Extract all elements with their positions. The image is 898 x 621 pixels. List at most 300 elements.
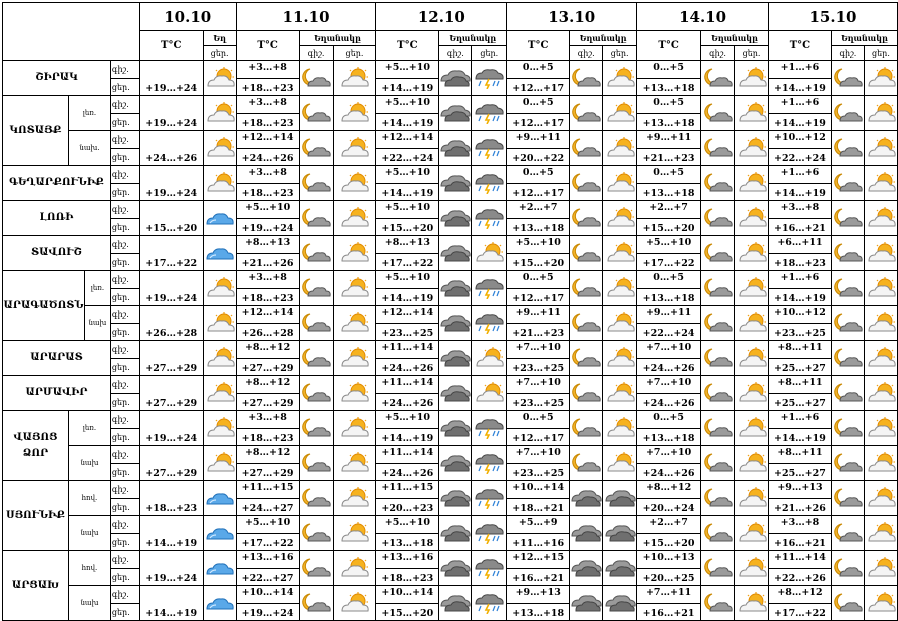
temp-night-cell: +9…+13 [507, 586, 570, 604]
temp-day-cell: +24…+26 [637, 394, 701, 411]
sun-cloud-icon [603, 271, 637, 306]
cloud-icon [439, 586, 472, 621]
subregion-label: հով. [68, 481, 110, 516]
temp-night-cell: +12…+14 [376, 306, 439, 324]
day-label: ցեր. [110, 464, 139, 481]
night-header: գիշ. [570, 46, 603, 61]
temp-day-cell: +13…+18 [637, 79, 701, 96]
temp-night-cell: +8…+12 [769, 586, 832, 604]
moon-cloud-icon [831, 201, 864, 236]
sun-cloud-icon [333, 96, 376, 131]
region-name: ԱՐՄԱՎԻՐ [3, 376, 111, 411]
temp-header: T°C [139, 31, 203, 61]
temp-day-cell: +14…+19 [769, 289, 832, 306]
sun-cloud-icon [864, 516, 897, 551]
cloud-icon [570, 586, 603, 621]
cloud-icon [439, 376, 472, 411]
temp-night-cell: +11…+15 [236, 481, 299, 499]
temp-day-cell: +20…+23 [376, 499, 439, 516]
temp-night-cell: 0…+5 [507, 61, 570, 79]
night-label: գիշ. [110, 131, 139, 149]
day-header: ցեր. [333, 46, 376, 61]
temp-night-cell: +3…+8 [236, 271, 299, 289]
temp-night-cell: +12…+14 [236, 306, 299, 324]
moon-cloud-icon [299, 446, 333, 481]
day-label: ցեր. [110, 324, 139, 341]
sun-cloud-icon [864, 201, 897, 236]
cloud-icon [439, 201, 472, 236]
temp-day-cell: +22…+24 [769, 149, 832, 166]
moon-cloud-icon [299, 376, 333, 411]
region-name: ԿՈՏԱՅՔ [3, 96, 69, 166]
moon-cloud-icon [701, 271, 735, 306]
temp-night-cell: 0…+5 [507, 271, 570, 289]
moon-cloud-icon [299, 586, 333, 621]
cloud-icon [439, 306, 472, 341]
moon-cloud-icon [570, 306, 603, 341]
temp-night-cell: +8…+12 [236, 446, 299, 464]
temp-cell: +15…+20 [139, 201, 203, 236]
weather-header: Եղ [203, 31, 236, 46]
cloud-icon [439, 166, 472, 201]
sun-cloud-icon [203, 341, 236, 376]
sun-cloud-icon [333, 236, 376, 271]
region-name: ՏԱՎՈՒՇ [3, 236, 111, 271]
temp-night-cell: +5…+10 [376, 271, 439, 289]
temp-day-cell: +20…+22 [507, 149, 570, 166]
temp-night-cell: +7…+10 [637, 341, 701, 359]
sun-cloud-icon [864, 341, 897, 376]
temp-day-cell: +22…+24 [376, 149, 439, 166]
moon-cloud-icon [570, 201, 603, 236]
temp-night-cell: 0…+5 [637, 271, 701, 289]
temp-day-cell: +24…+26 [376, 359, 439, 376]
temp-night-cell: +8…+12 [637, 481, 701, 499]
moon-cloud-icon [299, 516, 333, 551]
moon-cloud-icon [299, 481, 333, 516]
sun-cloud-icon [864, 306, 897, 341]
temp-day-cell: +15…+20 [507, 254, 570, 271]
sun-cloud-icon [864, 61, 897, 96]
storm-icon [472, 61, 507, 96]
day-label: ցեր. [110, 219, 139, 236]
moon-cloud-icon [299, 341, 333, 376]
day-header: ցեր. [203, 46, 236, 61]
cloud-icon [570, 481, 603, 516]
sun-cloud-icon [864, 481, 897, 516]
temp-day-cell: +20…+25 [637, 569, 701, 586]
moon-cloud-icon [299, 411, 333, 446]
moon-cloud-icon [831, 166, 864, 201]
moon-cloud-icon [570, 411, 603, 446]
temp-day-cell: +23…+25 [769, 324, 832, 341]
moon-cloud-icon [701, 131, 735, 166]
storm-icon [472, 131, 507, 166]
temp-night-cell: +7…+10 [637, 446, 701, 464]
temp-header: T°C [637, 31, 701, 61]
temp-cell: +17…+22 [139, 236, 203, 271]
sun-cloud-icon [735, 481, 769, 516]
night-header: գիշ. [439, 46, 472, 61]
moon-cloud-icon [299, 61, 333, 96]
moon-cloud-icon [701, 61, 735, 96]
temp-night-cell: +11…+14 [376, 446, 439, 464]
region-name: ՇԻՐԱԿ [3, 61, 111, 96]
night-label: գիշ. [110, 61, 139, 79]
subregion-label: նախ [68, 586, 110, 621]
weather-header: Եղանակը [701, 31, 769, 46]
date-header: 13.10 [507, 3, 637, 31]
temp-day-cell: +16…+21 [769, 219, 832, 236]
temp-day-cell: +17…+22 [236, 534, 299, 551]
temp-night-cell: +11…+14 [376, 376, 439, 394]
temp-night-cell: +1…+6 [769, 166, 832, 184]
temp-night-cell: +5…+10 [376, 166, 439, 184]
day-label: ցեր. [110, 359, 139, 376]
storm-icon [472, 306, 507, 341]
date-header: 11.10 [236, 3, 376, 31]
temp-day-cell: +21…+26 [236, 254, 299, 271]
temp-day-cell: +18…+23 [236, 184, 299, 201]
day-header: ցեր. [735, 46, 769, 61]
subregion-label: հով. [68, 551, 110, 586]
temp-day-cell: +23…+25 [507, 464, 570, 481]
temp-night-cell: +8…+13 [376, 236, 439, 254]
temp-night-cell: +5…+10 [637, 236, 701, 254]
sun-cloud-icon [603, 306, 637, 341]
moon-cloud-icon [570, 96, 603, 131]
temp-day-cell: +11…+16 [507, 534, 570, 551]
sun-cloud-icon [864, 376, 897, 411]
temp-day-cell: +26…+28 [236, 324, 299, 341]
temp-day-cell: +24…+26 [376, 464, 439, 481]
cloud-icon [603, 551, 637, 586]
temp-night-cell: +12…+14 [376, 131, 439, 149]
cloud-icon [439, 271, 472, 306]
temp-day-cell: +14…+19 [769, 114, 832, 131]
moon-cloud-icon [570, 341, 603, 376]
sun-cloud-icon [735, 166, 769, 201]
region-name: ԱՐՑԱԽ [3, 551, 69, 621]
temp-night-cell: 0…+5 [507, 96, 570, 114]
day-header: ցեր. [864, 46, 897, 61]
weather-header: Եղանակը [570, 31, 637, 46]
temp-night-cell: +5…+10 [376, 516, 439, 534]
sun-cloud-icon [735, 236, 769, 271]
temp-night-cell: +5…+10 [376, 96, 439, 114]
temp-day-cell: +13…+18 [507, 219, 570, 236]
temp-cell: +19…+24 [139, 61, 203, 96]
temp-night-cell: +9…+11 [637, 131, 701, 149]
cloud-icon [570, 516, 603, 551]
night-header: գիշ. [701, 46, 735, 61]
region-name: ՎԱՅՈՑ ՁՈՐ [3, 411, 69, 481]
sun-cloud-icon [603, 96, 637, 131]
corner-cell [3, 3, 140, 61]
cloud-icon [439, 411, 472, 446]
weather-header: Եղանակը [299, 31, 376, 46]
temp-day-cell: +20…+24 [637, 499, 701, 516]
sun-cloud-icon [603, 166, 637, 201]
cloud-icon [439, 131, 472, 166]
cloud-blue-icon [203, 236, 236, 271]
storm-icon [472, 446, 507, 481]
moon-cloud-icon [701, 166, 735, 201]
sun-cloud-icon [735, 551, 769, 586]
day-header: ցեր. [472, 46, 507, 61]
sun-cloud-icon [735, 586, 769, 621]
moon-cloud-icon [299, 271, 333, 306]
temp-night-cell: +13…+16 [376, 551, 439, 569]
weather-header: Եղանակը [439, 31, 507, 46]
moon-cloud-icon [831, 446, 864, 481]
sun-cloud-icon [735, 341, 769, 376]
moon-cloud-icon [831, 341, 864, 376]
temp-night-cell: +11…+15 [376, 481, 439, 499]
header-dates-row [3, 3, 898, 31]
storm-icon [472, 516, 507, 551]
sun-cloud-icon [864, 236, 897, 271]
temp-night-cell: +10…+14 [376, 586, 439, 604]
sun-cloud-icon [864, 446, 897, 481]
sun-cloud-icon [735, 61, 769, 96]
temp-day-cell: +14…+19 [376, 289, 439, 306]
sun-cloud-icon [735, 446, 769, 481]
temp-night-cell: +6…+11 [769, 236, 832, 254]
night-label: գիշ. [110, 516, 139, 534]
temp-night-cell: +8…+11 [769, 341, 832, 359]
day-label: ցեր. [110, 254, 139, 271]
temp-day-cell: +12…+17 [507, 114, 570, 131]
temp-cell: +19…+24 [139, 411, 203, 446]
region-row-night [3, 306, 898, 324]
temp-night-cell: +5…+10 [507, 236, 570, 254]
moon-cloud-icon [831, 306, 864, 341]
storm-icon [472, 96, 507, 131]
day-label: ցեր. [110, 289, 139, 306]
temp-night-cell: +11…+14 [769, 551, 832, 569]
weather-header: Եղանակը [831, 31, 897, 46]
moon-cloud-icon [570, 271, 603, 306]
temp-night-cell: +5…+10 [236, 516, 299, 534]
forecast-table [2, 2, 898, 621]
region-row-night [3, 96, 898, 114]
temp-cell: +14…+19 [139, 586, 203, 621]
cloud-icon [439, 446, 472, 481]
moon-cloud-icon [299, 201, 333, 236]
day-label: ցեր. [110, 79, 139, 96]
sun-cloud-icon [333, 516, 376, 551]
night-header: գիշ. [299, 46, 333, 61]
temp-night-cell: 0…+5 [637, 61, 701, 79]
region-row-night [3, 271, 898, 289]
temp-cell: +19…+24 [139, 166, 203, 201]
sun-cloud-icon [735, 376, 769, 411]
temp-night-cell: +8…+12 [236, 341, 299, 359]
storm-icon [472, 271, 507, 306]
temp-header: T°C [376, 31, 439, 61]
cloud-icon [439, 341, 472, 376]
temp-day-cell: +15…+20 [376, 219, 439, 236]
temp-cell: +27…+29 [139, 376, 203, 411]
temp-night-cell: +5…+10 [376, 411, 439, 429]
temp-day-cell: +12…+17 [507, 289, 570, 306]
sun-cloud-icon [864, 551, 897, 586]
region-name: ՍՅՈՒՆԻՔ [3, 481, 69, 551]
sun-cloud-icon [203, 131, 236, 166]
subregion-label: նախ [68, 446, 110, 481]
temp-day-cell: +17…+22 [637, 254, 701, 271]
temp-night-cell: +9…+11 [507, 131, 570, 149]
temp-day-cell: +27…+29 [236, 394, 299, 411]
moon-cloud-icon [831, 586, 864, 621]
temp-night-cell: 0…+5 [637, 411, 701, 429]
temp-day-cell: +14…+19 [376, 429, 439, 446]
night-label: գիշ. [110, 306, 139, 324]
temp-night-cell: +1…+6 [769, 61, 832, 79]
moon-cloud-icon [831, 411, 864, 446]
region-name: ԼՈՌԻ [3, 201, 111, 236]
cloud-icon [603, 516, 637, 551]
temp-night-cell: +5…+9 [507, 516, 570, 534]
moon-cloud-icon [701, 236, 735, 271]
cloud-icon [570, 551, 603, 586]
region-name: ԳԵՂԱՐՔՈՒՆԻՔ [3, 166, 111, 201]
sun-cloud-icon [203, 271, 236, 306]
temp-night-cell: +1…+6 [769, 271, 832, 289]
sun-cloud-icon [603, 446, 637, 481]
sun-cloud-icon [472, 341, 507, 376]
temp-day-cell: +16…+21 [769, 534, 832, 551]
temp-night-cell: +9…+13 [769, 481, 832, 499]
temp-day-cell: +18…+23 [236, 114, 299, 131]
sun-cloud-icon [203, 411, 236, 446]
temp-day-cell: +12…+17 [507, 79, 570, 96]
forecast-table-wrap [2, 2, 898, 621]
temp-day-cell: +15…+20 [376, 604, 439, 621]
cloud-icon [439, 61, 472, 96]
night-label: գիշ. [110, 481, 139, 499]
region-row-night [3, 586, 898, 604]
temp-night-cell: 0…+5 [637, 96, 701, 114]
sun-cloud-icon [864, 271, 897, 306]
date-header: 12.10 [376, 3, 507, 31]
night-label: գիշ. [110, 201, 139, 219]
temp-night-cell: +10…+14 [507, 481, 570, 499]
temp-night-cell: +2…+7 [507, 201, 570, 219]
moon-cloud-icon [831, 131, 864, 166]
subregion-label: լեռ. [68, 411, 110, 446]
moon-cloud-icon [831, 236, 864, 271]
storm-icon [472, 411, 507, 446]
temp-night-cell: +2…+7 [637, 516, 701, 534]
temp-night-cell: +3…+8 [769, 516, 832, 534]
moon-cloud-icon [701, 411, 735, 446]
temp-day-cell: +25…+27 [769, 359, 832, 376]
temp-day-cell: +15…+20 [637, 534, 701, 551]
temp-day-cell: +18…+23 [769, 254, 832, 271]
temp-night-cell: +12…+15 [507, 551, 570, 569]
moon-cloud-icon [570, 131, 603, 166]
temp-night-cell: +3…+8 [236, 96, 299, 114]
cloud-icon [439, 551, 472, 586]
moon-cloud-icon [701, 586, 735, 621]
night-label: գիշ. [110, 551, 139, 569]
day-label: ցեր. [110, 534, 139, 551]
temp-day-cell: +23…+25 [507, 394, 570, 411]
night-label: գիշ. [110, 341, 139, 359]
cloud-icon [439, 516, 472, 551]
temp-day-cell: +14…+19 [769, 429, 832, 446]
moon-cloud-icon [299, 306, 333, 341]
moon-cloud-icon [701, 481, 735, 516]
night-label: գիշ. [110, 586, 139, 604]
region-row-night [3, 376, 898, 394]
temp-day-cell: +17…+22 [769, 604, 832, 621]
temp-day-cell: +24…+26 [376, 394, 439, 411]
night-label: գիշ. [110, 96, 139, 114]
sun-cloud-icon [603, 411, 637, 446]
temp-header: T°C [769, 31, 832, 61]
sun-cloud-icon [333, 131, 376, 166]
night-label: գիշ. [110, 166, 139, 184]
cloud-blue-icon [203, 481, 236, 516]
sun-cloud-icon [203, 306, 236, 341]
temp-night-cell: +7…+10 [507, 376, 570, 394]
day-label: ցեր. [110, 149, 139, 166]
temp-day-cell: +12…+17 [507, 184, 570, 201]
temp-day-cell: +24…+26 [637, 359, 701, 376]
temp-day-cell: +14…+19 [376, 184, 439, 201]
moon-cloud-icon [701, 306, 735, 341]
moon-cloud-icon [831, 61, 864, 96]
temp-night-cell: +8…+11 [769, 446, 832, 464]
sun-cloud-icon [864, 586, 897, 621]
temp-day-cell: +18…+23 [376, 569, 439, 586]
moon-cloud-icon [831, 551, 864, 586]
sun-cloud-icon [603, 131, 637, 166]
sun-cloud-icon [603, 201, 637, 236]
temp-day-cell: +19…+24 [236, 219, 299, 236]
day-header: ցեր. [603, 46, 637, 61]
temp-night-cell: +10…+14 [236, 586, 299, 604]
region-row-night [3, 61, 898, 79]
storm-icon [472, 166, 507, 201]
temp-night-cell: 0…+5 [637, 166, 701, 184]
sun-cloud-icon [333, 586, 376, 621]
region-row-night [3, 411, 898, 429]
temp-day-cell: +22…+24 [637, 324, 701, 341]
region-row-night [3, 446, 898, 464]
storm-icon [472, 586, 507, 621]
moon-cloud-icon [831, 481, 864, 516]
temp-night-cell: +8…+11 [769, 376, 832, 394]
moon-cloud-icon [831, 516, 864, 551]
temp-night-cell: +3…+8 [236, 411, 299, 429]
temp-day-cell: +14…+19 [376, 79, 439, 96]
temp-day-cell: +23…+25 [507, 359, 570, 376]
temp-night-cell: +8…+12 [236, 376, 299, 394]
subregion-label: լեռ. [84, 271, 110, 306]
cloud-icon [603, 481, 637, 516]
region-row-night [3, 166, 898, 184]
temp-day-cell: +13…+18 [637, 289, 701, 306]
day-label: ցեր. [110, 429, 139, 446]
region-row-night [3, 551, 898, 569]
temp-header: T°C [507, 31, 570, 61]
region-row-night [3, 516, 898, 534]
temp-day-cell: +14…+19 [769, 79, 832, 96]
